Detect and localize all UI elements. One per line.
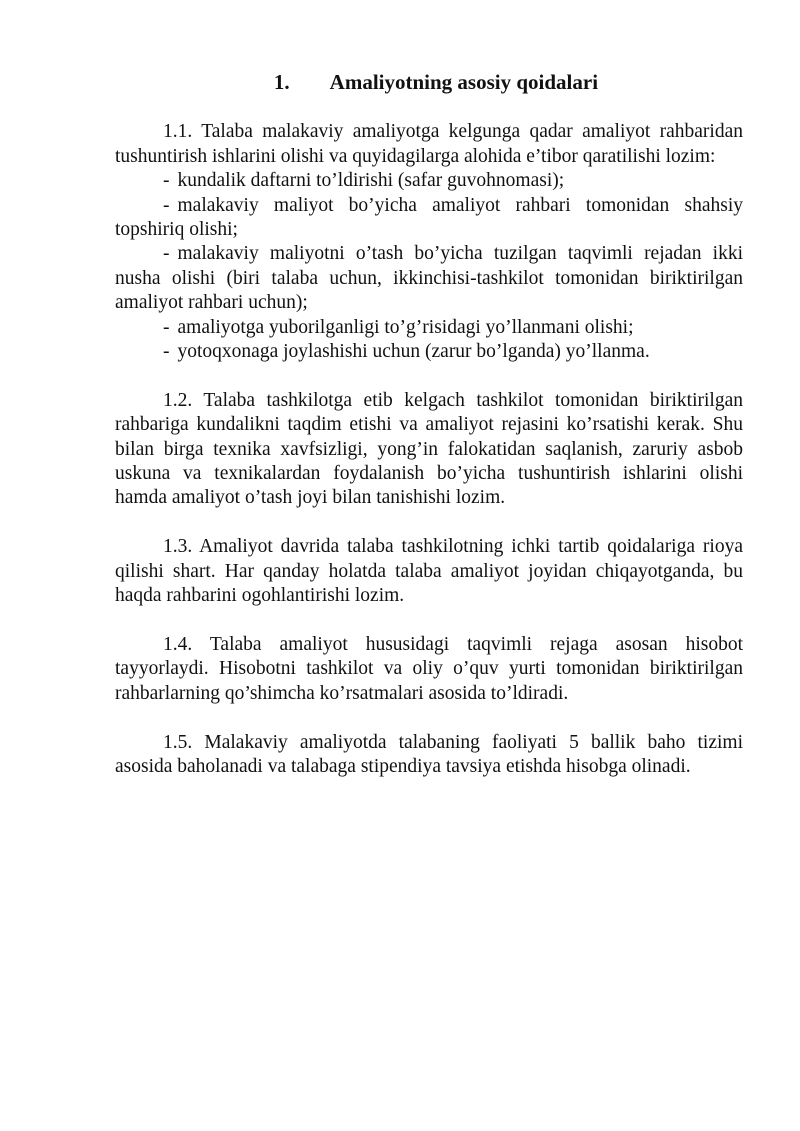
list-dash: - [163,341,170,363]
section-1-1 [115,120,743,364]
list-item [115,242,743,315]
list-item-text: malakaviy maliyot bo’yicha amaliyot rahbari tomonidan shahsiy topshiriq olishi; [115,194,743,241]
paragraph-1-1: 1.1. Talaba malakaviy amaliyotga kelgunga qadar amaliyot rahbaridan tushuntirish ishlarini olishi va quyidagilarga alohida e’tibor qaratilishi lozim: [115,121,743,167]
heading-title: Amaliyotning asosiy qoidalari [329,70,599,94]
paragraph-1-5: 1.5. Malakaviy amaliyotda talabaning faoliyati 5 ballik baho tizimi asosida baholanadi va talabaga stipendiya tavsiya etishda hisobga olinadi. [115,731,743,777]
list-item [115,194,743,243]
heading-number: 1. [273,70,290,94]
document-page [115,70,743,804]
section-heading [115,70,743,94]
list-dash: - [163,316,170,338]
list-item [115,340,743,364]
list-item-text: yotoqxonaga joylashishi uchun (zarur bo’lganda) yo’llanma. [177,341,650,363]
list-item-text: kundalik daftarni to’ldirishi (safar guvohnomasi); [177,170,565,192]
list-item [115,169,743,193]
paragraph-1-3: 1.3. Amaliyot davrida talaba tashkilotning ichki tartib qoidalariga rioya qilishi shart. Har qanday holatda talaba amaliyot joyidan chiqayotganda, bu haqda rahbarini ogohlantirishi lozim. [115,536,743,607]
section-1-4 [115,633,743,706]
section-1-5 [115,731,743,780]
section-1-2 [115,389,743,511]
list-item [115,316,743,340]
list-item-text: malakaviy maliyotni o’tash bo’yicha tuzilgan taqvimli rejadan ikki nusha olishi (biri talaba uchun, ikkinchisi-tashkilot tomonidan biriktirilgan amaliyot rahbari uchun); [115,243,743,314]
section-1-3 [115,535,743,608]
list-dash: - [163,243,170,265]
list-dash: - [163,194,170,216]
paragraph-1-2: 1.2. Talaba tashkilotga etib kelgach tashkilot tomonidan biriktirilgan rahbariga kundalikni taqdim etishi va amaliyot rejasini ko’rsatishi kerak. Shu bilan birga texnika xavfsizligi, yong’in falokatidan saqlanish, zaruriy asbob uskuna va texnikalardan foydalanish bo’yicha tushuntirish ishlarini olishi hamda amaliyot o’tash joyi bilan tanishishi lozim. [115,389,743,509]
list-item-text: amaliyotga yuborilganligi to’g’risidagi yo’llanmani olishi; [177,316,634,338]
list-dash: - [163,170,170,192]
paragraph-1-4: 1.4. Talaba amaliyot hususidagi taqvimli rejaga asosan hisobot tayyorlaydi. Hisobotni tashkilot va oliy o’quv yurti tomonidan biriktirilgan rahbarlarning qo’shimcha ko’rsatmalari asosida to’ldiradi. [115,633,743,704]
